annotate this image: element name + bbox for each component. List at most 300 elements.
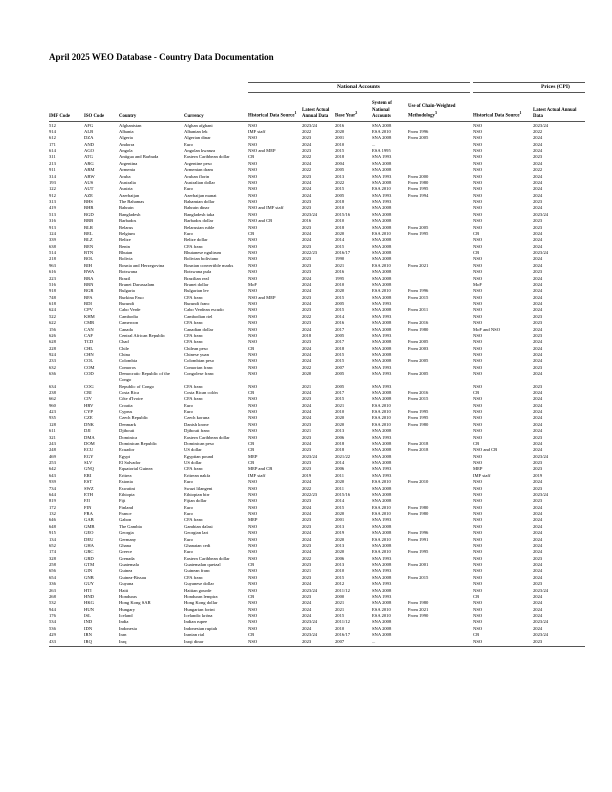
hist-source-na-cell: NSO: [248, 135, 258, 141]
system-na-cell: SNA 2008: [372, 256, 392, 262]
country-cell: Cameroon: [119, 320, 139, 326]
country-cell: Fiji: [119, 498, 126, 504]
base-year-cell: 2015/16: [335, 211, 351, 217]
hist-source-cpi-cell: NSO: [473, 504, 483, 510]
country-cell: Hungary: [119, 606, 136, 612]
latest-cpi-cell: 2024: [533, 371, 543, 377]
imf-code-cell: 935: [49, 415, 56, 421]
chain-weighted-cell: From 1995: [408, 549, 429, 555]
latest-cpi-cell: 2024: [533, 148, 543, 154]
country-cell: Chad: [119, 339, 129, 345]
country-cell: Central African Republic: [119, 332, 166, 338]
imf-code-cell: 918: [49, 288, 56, 294]
hist-source-na-cell: NSO: [248, 530, 258, 536]
hist-source-cpi-cell: NSO: [473, 199, 483, 205]
imf-code-cell: 819: [49, 498, 56, 504]
country-cell: Austria: [119, 186, 133, 192]
hist-source-cpi-cell: NSO: [473, 167, 483, 173]
hist-source-cpi-cell: NSO: [473, 192, 483, 198]
iso-code-cell: COD: [84, 371, 94, 377]
iso-code-cell: BRB: [84, 218, 94, 224]
hist-source-na-cell: MEP: [248, 453, 258, 459]
system-na-cell: ESA 2010: [372, 128, 391, 134]
system-na-cell: ESA 2010: [372, 421, 391, 427]
imf-code-cell: 311: [49, 154, 56, 160]
imf-code-cell: 628: [49, 339, 56, 345]
latest-na-cell: 2024: [302, 288, 312, 294]
hist-source-na-cell: NSO: [248, 421, 258, 427]
latest-cpi-cell: 2024: [533, 294, 543, 300]
imf-code-cell: 339: [49, 237, 56, 243]
base-year-cell: 2013: [335, 523, 345, 529]
base-year-cell: 2016: [335, 122, 345, 128]
chain-weighted-cell: From 2021: [408, 262, 429, 268]
country-cell: Bangladesh: [119, 211, 141, 217]
system-na-cell: ...: [372, 638, 376, 644]
currency-cell: Egyptian pound: [184, 453, 214, 459]
latest-cpi-cell: 2024: [533, 281, 543, 287]
latest-na-cell: 2016: [302, 218, 312, 224]
country-cell: Egypt: [119, 453, 130, 459]
prices-header: Prices (CPI): [541, 84, 570, 90]
chain-weighted-cell: From 1995: [408, 415, 429, 421]
latest-na-cell: 2023: [302, 262, 312, 268]
country-cell: Colombia: [119, 358, 138, 364]
system-na-cell: SNA 2008: [372, 345, 392, 351]
base-year-cell: 2020: [335, 421, 345, 427]
latest-cpi-cell: 2023: [533, 364, 543, 370]
base-year-cell: 2005: [335, 371, 345, 377]
latest-na-cell: 2024: [302, 415, 312, 421]
currency-cell: Danish krone: [184, 421, 209, 427]
hist-source-cpi-cell: NSO: [473, 148, 483, 154]
country-cell: Haiti: [119, 587, 129, 593]
latest-cpi-cell: 2024: [533, 301, 543, 307]
chain-weighted-cell: From 2021: [408, 606, 429, 612]
country-cell: Belgium: [119, 230, 135, 236]
imf-code-cell: 612: [49, 135, 56, 141]
latest-na-cell: 2024: [302, 141, 312, 147]
latest-na-cell: 2024: [302, 186, 312, 192]
base-year-cell: 2001: [335, 517, 345, 523]
latest-na-cell: 2023: [302, 199, 312, 205]
system-na-cell: ESA 2010: [372, 288, 391, 294]
imf-code-cell: 176: [49, 613, 56, 619]
iso-code-cell: BDI: [84, 301, 92, 307]
iso-code-cell: HUN: [84, 606, 94, 612]
currency-cell: Iraqi dinar: [184, 638, 204, 644]
base-year-cell: 2020: [335, 415, 345, 421]
system-na-cell: SNA 1993: [372, 593, 392, 599]
hist-source-na-cell: NSO: [248, 288, 258, 294]
imf-code-cell: 944: [49, 606, 56, 612]
system-na-cell: SNA 1993: [372, 466, 392, 472]
latest-cpi-cell: 2024: [533, 542, 543, 548]
hist-source-cpi-cell: NSO: [473, 301, 483, 307]
hist-source-cpi-cell: NSO: [473, 218, 483, 224]
currency-cell: Indian rupee: [184, 619, 208, 625]
chain-weighted-cell: From 2010: [408, 479, 429, 485]
country-cell: Cabo Verde: [119, 307, 141, 313]
imf-code-cell: 656: [49, 568, 56, 574]
iso-code-cell: ERI: [84, 472, 92, 478]
system-na-cell: SNA 2008: [372, 326, 392, 332]
hist-source-cpi-cell: NSO: [473, 122, 483, 128]
base-year-cell: 2018: [335, 199, 345, 205]
latest-cpi-cell: 2024: [533, 606, 543, 612]
iso-code-cell: EST: [84, 479, 93, 485]
currency-cell: Euro: [184, 511, 193, 517]
system-na-cell: SNA 2008: [372, 440, 392, 446]
hist-source-na-cell: NSO: [248, 262, 258, 268]
hist-source-na-cell: NSO: [248, 485, 258, 491]
system-na-cell: SNA 2008: [372, 269, 392, 275]
latest-cpi-cell: 2024: [533, 415, 543, 421]
latest-cpi-cell: 2024: [533, 574, 543, 580]
currency-cell: Euro: [184, 186, 193, 192]
iso-code-cell: DEU: [84, 536, 94, 542]
iso-code-cell: DZA: [84, 135, 94, 141]
latest-na-cell: 2023: [302, 466, 312, 472]
latest-na-cell: 2024: [302, 389, 312, 395]
base-year-cell: 2015: [335, 186, 345, 192]
imf-code-cell: 248: [49, 447, 56, 453]
currency-cell: Hong Kong dollar: [184, 600, 218, 606]
base-year-cell: 2012: [335, 581, 345, 587]
page-title: April 2025 WEO Database - Country Data Documentation: [49, 52, 274, 62]
iso-code-cell: BRN: [84, 281, 94, 287]
hist-source-cpi-cell: NSO: [473, 135, 483, 141]
latest-cpi-cell: 2023: [533, 638, 543, 644]
imf-code-cell: 218: [49, 256, 56, 262]
system-na-cell: SNA 2008: [372, 218, 392, 224]
iso-code-cell: CHL: [84, 345, 94, 351]
country-cell: Guyana: [119, 581, 134, 587]
system-na-cell: SNA 2008: [372, 320, 392, 326]
hist-source-cpi-cell: NSO: [473, 128, 483, 134]
iso-code-cell: HTI: [84, 587, 92, 593]
system-na-cell: ESA 2010: [372, 402, 391, 408]
iso-code-cell: GNQ: [84, 466, 94, 472]
imf-code-cell: 643: [49, 472, 56, 478]
iso-code-cell: ECU: [84, 447, 94, 453]
latest-cpi-cell: 2023/24: [533, 122, 549, 128]
country-cell: Bhutan: [119, 250, 133, 256]
base-year-cell: 2018: [335, 345, 345, 351]
hist-source-cpi-cell: NSO: [473, 479, 483, 485]
country-cell: Ghana: [119, 542, 131, 548]
country-table-body: [0, 123, 612, 645]
hist-source-na-cell: NSO and MEP: [248, 294, 276, 300]
hist-source-na-cell: CB: [248, 562, 255, 568]
iso-code-cell: FJI: [84, 498, 90, 504]
base-year-cell: 2017: [335, 339, 345, 345]
base-year-cell: 2020: [335, 479, 345, 485]
currency-cell: CFA franc: [184, 396, 203, 402]
imf-code-cell: 734: [49, 485, 56, 491]
hist-source-na-cell: NSO: [248, 199, 258, 205]
imf-code-cell: 912: [49, 192, 56, 198]
hist-source-cpi-cell: NSO: [473, 288, 483, 294]
hist-source-na-cell: NSO: [248, 498, 258, 504]
latest-na-cell: 2023/24: [302, 453, 318, 459]
base-year-cell: 2006: [335, 555, 345, 561]
latest-cpi-cell: 2024: [533, 243, 543, 249]
hist-source-cpi-cell: NSO: [473, 434, 483, 440]
footnote-mark: 2: [355, 110, 358, 116]
iso-code-cell: ARG: [84, 160, 94, 166]
iso-code-cell: DMA: [84, 434, 95, 440]
system-na-cell: SNA 1993: [372, 568, 392, 574]
country-cell: El Salvador: [119, 460, 141, 466]
currency-cell: CFA franc: [184, 243, 203, 249]
currency-cell: Eastern Caribbean dollar: [184, 154, 230, 160]
country-cell: Burkina Faso: [119, 294, 144, 300]
iso-code-cell: BGD: [84, 211, 94, 217]
country-cell: China: [119, 352, 130, 358]
system-na-cell: ESA 2010: [372, 409, 391, 415]
currency-cell: Argentine peso: [184, 160, 212, 166]
chain-weighted-cell: From 2015: [408, 294, 429, 300]
currency-cell: Euro: [184, 549, 193, 555]
latest-na-cell: 2024: [302, 345, 312, 351]
base-year-cell: 2005: [335, 332, 345, 338]
country-cell: Belize: [119, 237, 131, 243]
hist-source-cpi-cell: NSO: [473, 154, 483, 160]
imf-code-cell: 134: [49, 536, 56, 542]
latest-na-cell: 2023: [302, 542, 312, 548]
imf-code-cell: 963: [49, 262, 56, 268]
system-na-cell: SNA 2008: [372, 389, 392, 395]
base-year-cell: 2019: [335, 530, 345, 536]
latest-na-cell: 2024: [302, 479, 312, 485]
country-cell: Bahrain: [119, 205, 134, 211]
latest-cpi-cell: 2024: [533, 511, 543, 517]
base-year-cell: 2020: [335, 128, 345, 134]
latest-cpi-cell: 2023/24: [533, 211, 549, 217]
currency-cell: Gambian dalasi: [184, 523, 213, 529]
chain-weighted-cell: From 1996: [408, 288, 429, 294]
hist-source-cpi-cell: NSO: [473, 383, 483, 389]
imf-code-cell: 960: [49, 402, 56, 408]
hist-source-na-cell: CB: [248, 345, 255, 351]
latest-cpi-cell: 2023: [533, 466, 543, 472]
hist-source-cpi-cell: NSO: [473, 205, 483, 211]
hist-source-na-cell: NSO: [248, 536, 258, 542]
latest-na-cell: 2024: [302, 358, 312, 364]
base-year-cell: 2010: [335, 205, 345, 211]
country-cell: Angola: [119, 148, 133, 154]
system-na-cell: SNA 2008: [372, 243, 392, 249]
system-na-cell: SNA 2008: [372, 587, 392, 593]
currency-cell: Euro: [184, 409, 193, 415]
system-na-cell: ESA 2010: [372, 511, 391, 517]
latest-na-cell: 2023/24: [302, 122, 318, 128]
base-year-cell: 2005: [335, 192, 345, 198]
latest-na-cell: 2022: [302, 154, 312, 160]
iso-code-cell: HKG: [84, 600, 94, 606]
hist-source-cpi-cell: NSO: [473, 625, 483, 631]
hist-source-cpi-cell: NSO: [473, 421, 483, 427]
hist-source-cpi-cell: NSO: [473, 600, 483, 606]
base-year-cell: 2015: [335, 352, 345, 358]
hist-source-cpi-cell: NSO: [473, 269, 483, 275]
system-na-cell: SNA 1993: [372, 364, 392, 370]
latest-cpi-cell: 2024: [533, 275, 543, 281]
hist-source-na-cell: NSO: [248, 250, 258, 256]
currency-cell: Ghanaian cedi: [184, 542, 211, 548]
currency-cell: Chilean peso: [184, 345, 208, 351]
iso-code-cell: HND: [84, 593, 94, 599]
hist-source-cpi-cell: NSO: [473, 581, 483, 587]
country-cell: Gabon: [119, 517, 132, 523]
hist-source-na-cell: NSO: [248, 122, 258, 128]
hist-source-cpi-cell: CB: [473, 250, 480, 256]
currency-cell: Haitian gourde: [184, 587, 212, 593]
country-cell: Ethiopia: [119, 491, 135, 497]
latest-na-cell: 2023: [302, 517, 312, 523]
country-cell: Canada: [119, 326, 133, 332]
hist-source-na-cell: NSO: [248, 542, 258, 548]
latest-cpi-cell: 2024: [533, 562, 543, 568]
hist-source-cpi-cell: NSO: [473, 568, 483, 574]
iso-code-cell: IDN: [84, 625, 93, 631]
imf-code-cell: 228: [49, 345, 56, 351]
currency-cell: CFA franc: [184, 383, 203, 389]
country-cell: India: [119, 619, 129, 625]
latest-na-cell: 2023: [302, 294, 312, 300]
chain-weighted-cell: From 1995: [408, 230, 429, 236]
hist-source-cpi-cell: NSO: [473, 613, 483, 619]
country-cell: Benin: [119, 243, 130, 249]
currency-cell: Congolese franc: [184, 371, 214, 377]
currency-cell: Angolan kwanza: [184, 148, 215, 154]
imf-code-cell: 924: [49, 352, 56, 358]
hist-source-na-cell: NSO: [248, 587, 258, 593]
system-na-cell: SNA 1993: [372, 434, 392, 440]
hist-source-cpi-cell: MoF and NSO: [473, 326, 501, 332]
latest-cpi-cell: 2024: [533, 440, 543, 446]
base-year-cell: 2015: [335, 574, 345, 580]
iso-code-cell: BWA: [84, 269, 95, 275]
iso-code-cell: CAF: [84, 332, 93, 338]
latest-na-cell: 2024: [302, 613, 312, 619]
country-cell: Botswana: [119, 269, 138, 275]
base-year-cell: 2018: [335, 440, 345, 446]
hist-source-na-cell: CB: [248, 440, 255, 446]
base-year-cell: 2021: [335, 600, 345, 606]
hist-source-cpi-cell: NSO: [473, 256, 483, 262]
base-year-cell: 2020: [335, 230, 345, 236]
base-year-cell: 2015: [335, 504, 345, 510]
currency-cell: Hungarian forint: [184, 606, 215, 612]
iso-code-cell: EGY: [84, 453, 94, 459]
hist-source-cpi-cell: NSO: [473, 237, 483, 243]
imf-code-cell: 124: [49, 230, 56, 236]
hist-source-na-cell: NSO: [248, 301, 258, 307]
country-cell: Croatia: [119, 402, 133, 408]
system-na-cell: SNA 2008: [372, 122, 392, 128]
currency-cell: Colombian peso: [184, 358, 214, 364]
base-year-cell: 2020: [335, 549, 345, 555]
currency-cell: Canadian dollar: [184, 326, 214, 332]
hist-source-na-cell: NSO: [248, 638, 258, 644]
base-year-cell: 2013: [335, 173, 345, 179]
hist-source-cpi-cell: NSO: [473, 358, 483, 364]
system-na-cell: ESA 2010: [372, 415, 391, 421]
latest-cpi-cell: 2024: [533, 256, 543, 262]
latest-na-cell: 2023: [302, 593, 312, 599]
imf-code-cell: 321: [49, 434, 56, 440]
table-bottom-rule: [49, 646, 585, 647]
chain-weighted-cell: From 1980: [408, 179, 429, 185]
iso-code-cell: CRI: [84, 389, 92, 395]
imf-code-cell: 748: [49, 294, 56, 300]
imf-code-cell: 433: [49, 638, 56, 644]
currency-cell: Aruban florin: [184, 173, 210, 179]
latest-cpi-cell: 2023: [533, 581, 543, 587]
hist-source-na-cell: NSO: [248, 173, 258, 179]
base-year-cell: 2014: [335, 460, 345, 466]
col-header-base-year: Base Year$^2$: [335, 110, 358, 119]
base-year-cell: 1995: [335, 275, 345, 281]
system-na-cell: SNA 2008: [372, 625, 392, 631]
chain-weighted-cell: From 2005: [408, 135, 429, 141]
latest-cpi-cell: 2024: [533, 262, 543, 268]
latest-na-cell: 2021: [302, 568, 312, 574]
latest-cpi-cell: 2023: [533, 199, 543, 205]
base-year-cell: 2005: [335, 383, 345, 389]
latest-na-cell: 2024: [302, 440, 312, 446]
base-year-cell: 2014: [335, 313, 345, 319]
imf-code-cell: 314: [49, 173, 56, 179]
base-year-cell: 2015: [335, 613, 345, 619]
latest-na-cell: 2023: [302, 447, 312, 453]
currency-cell: Honduran lempira: [184, 593, 218, 599]
latest-cpi-cell: 2022: [533, 128, 543, 134]
system-na-cell: SNA 1993: [372, 555, 392, 561]
footnote-mark: 1: [294, 110, 297, 116]
latest-na-cell: 2022: [302, 167, 312, 173]
hist-source-na-cell: CB: [248, 389, 255, 395]
system-na-cell: SNA 2008: [372, 485, 392, 491]
imf-code-cell: 174: [49, 549, 56, 555]
system-na-cell: SNA 2008: [372, 205, 392, 211]
system-na-cell: SNA 2008: [372, 574, 392, 580]
latest-na-cell: 2024: [302, 581, 312, 587]
system-na-cell: ESA 1995: [372, 148, 391, 154]
imf-code-cell: 268: [49, 593, 56, 599]
country-cell: Denmark: [119, 421, 137, 427]
system-na-cell: SNA 2008: [372, 600, 392, 606]
iso-code-cell: AZE: [84, 192, 93, 198]
imf-code-cell: 939: [49, 479, 56, 485]
chain-weighted-cell: From 2018: [408, 440, 429, 446]
hist-source-na-cell: NSO: [248, 511, 258, 517]
country-cell: Albania: [119, 128, 134, 134]
iso-code-cell: CZE: [84, 415, 93, 421]
imf-code-cell: 616: [49, 269, 56, 275]
system-na-cell: SNA 2008: [372, 352, 392, 358]
iso-code-cell: CMR: [84, 320, 95, 326]
country-cell: Costa Rica: [119, 389, 140, 395]
hist-source-na-cell: NSO: [248, 167, 258, 173]
hist-source-cpi-cell: NSO: [473, 352, 483, 358]
iso-code-cell: CAN: [84, 326, 94, 332]
currency-cell: Australian dollar: [184, 179, 215, 185]
latest-na-cell: 2022: [302, 555, 312, 561]
imf-code-cell: 328: [49, 555, 56, 561]
